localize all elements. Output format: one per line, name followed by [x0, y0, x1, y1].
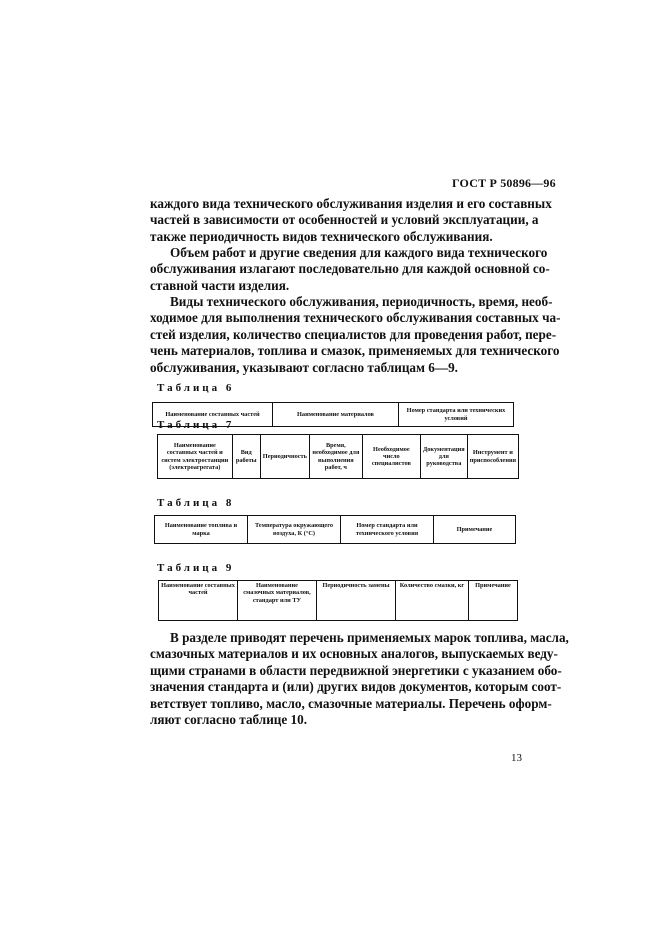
table-header-cell: Наименование материалов	[273, 403, 399, 427]
table-header-cell: Инструмент и приспособления	[467, 435, 518, 479]
table-header-cell: Периодичность	[260, 435, 309, 479]
table8	[154, 515, 516, 544]
table7	[157, 434, 519, 479]
text-line: Объем работ и другие сведения для каждого вида технического	[170, 245, 548, 260]
table7-caption: Таблица 7	[157, 419, 235, 431]
table-header-cell: Периодичность замены	[317, 581, 396, 621]
document-number-header: ГОСТ Р 50896—96	[452, 176, 556, 190]
text-line: В разделе приводят перечень применяемых марок топлива, масла,	[170, 630, 569, 645]
table-header-cell: Время, необходимое для выполнения работ, ч	[309, 435, 362, 479]
table-header-cell: Наименование составных частей	[159, 581, 238, 621]
table-header-cell: Примечание	[434, 516, 516, 544]
text-line: каждого вида технического обслуживания изделия и его составных	[150, 196, 552, 211]
table9	[158, 580, 518, 621]
table-header-cell: Документация для руководства	[420, 435, 467, 479]
text-line: значения стандарта и (или) других видов документов, которым соот-	[150, 679, 562, 695]
table-header-cell: Наименование топлива и марка	[155, 516, 248, 544]
text-line: Виды технического обслуживания, периодичность, время, необ-	[170, 294, 553, 309]
table-header-cell: Температура окружающего воздуха, К (°С)	[248, 516, 341, 544]
text-line: щими странами в области передвижной энергетики с указанием обо-	[150, 662, 562, 678]
table-header-cell: Количество смазки, кг	[396, 581, 469, 621]
text-line: ветствует топливо, масло, смазочные материалы. Перечень оформ-	[150, 695, 552, 711]
paragraph-maintenance-types	[150, 196, 552, 245]
table-header-cell: Наименование составных частей и систем электростанции (электроагрегата)	[158, 435, 233, 479]
table-header-cell: Примечание	[469, 581, 518, 621]
table-header-cell: Номер стандарта или технических условий	[399, 403, 514, 427]
table-header-cell: Необходимое число специалистов	[362, 435, 420, 479]
table-header-row	[155, 516, 516, 544]
page-number: 13	[511, 752, 522, 764]
text-line: обслуживания, указывают согласно таблицам 6—9.	[150, 359, 458, 375]
text-line: обслуживания излагают последовательно для каждой основной со-	[150, 261, 550, 277]
table6-caption: Таблица 6	[157, 382, 235, 394]
table8-caption: Таблица 8	[157, 497, 235, 509]
text-line: стей изделия, количество специалистов для проведения работ, пере-	[150, 326, 557, 342]
paragraph-fuel-list	[150, 630, 569, 728]
text-line: чень материалов, топлива и смазок, применяемых для технического	[150, 343, 560, 359]
table-header-row	[159, 581, 518, 621]
table-header-cell: Номер стандарта или технического условия	[341, 516, 434, 544]
table-header-cell: Наименование составных частей	[153, 403, 273, 427]
text-line: также периодичность видов технического обслуживания.	[150, 228, 493, 244]
table-header-cell: Вид работы	[232, 435, 260, 479]
paragraph-work-volume	[150, 245, 550, 294]
text-line: смазочных материалов и их основных аналогов, выпускаемых веду-	[150, 646, 558, 662]
text-line: частей в зависимости от особенностей и условий эксплуатации, а	[150, 212, 539, 228]
table-header-cell: Наименование смазочных материалов, стандарт или ТУ	[238, 581, 317, 621]
paragraph-maintenance-details	[150, 294, 561, 376]
text-line: ставной части изделия.	[150, 277, 290, 293]
table9-caption: Таблица 9	[157, 562, 235, 574]
text-line: ляют согласно таблице 10.	[150, 712, 308, 728]
text-line: ходимое для выполнения технического обслуживания составных ча-	[150, 310, 561, 326]
table-header-row	[158, 435, 519, 479]
